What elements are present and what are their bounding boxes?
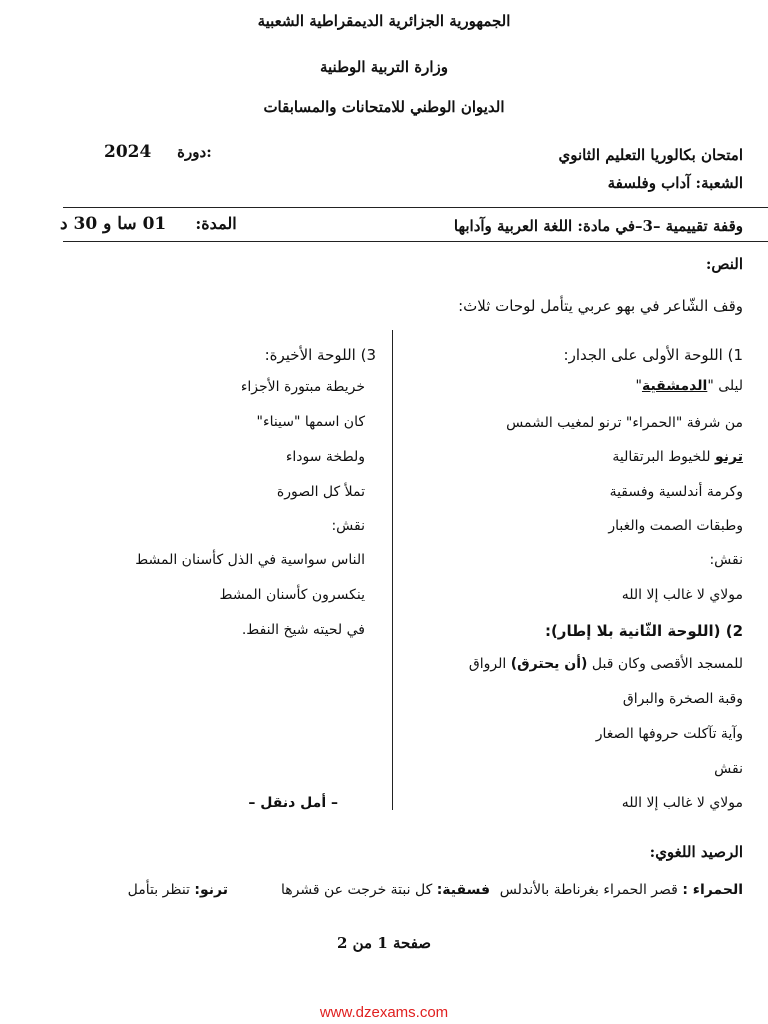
- panel-1-line-4: وكرمة أندلسية وفسقية: [609, 484, 743, 500]
- column-divider: [392, 330, 393, 810]
- glossary-heading: الرصيد اللغوي:: [649, 843, 743, 861]
- panel-1-line-7: مولاي لا غالب إلا الله: [621, 587, 743, 603]
- footer: [0, 1002, 768, 1021]
- text-intro: وقف الشّاعر في بهو عربي يتأمل لوحات ثلاث:: [458, 297, 743, 315]
- panel-3-line-2: كان اسمها "سيناء": [256, 414, 365, 430]
- panel-1-line-5: وطبقات الصمت والغبار: [608, 518, 743, 534]
- panel-1-line-3: [612, 449, 743, 465]
- panel-3-line-1: خريطة مبتورة الأجزاء: [240, 379, 365, 395]
- glossary-fasqia: [281, 882, 490, 898]
- glossary-term: الحمراء :: [682, 882, 743, 898]
- highlight-word: ترنو: [715, 449, 743, 465]
- quote-open: ليلى ": [707, 378, 743, 394]
- poet-name: – أمل دنقل –: [248, 795, 338, 811]
- panel-1-title: 1) اللوحة الأولى على الجدار:: [563, 346, 743, 364]
- glossary-definition: قصر الحمراء بغرناطة بالأندلس: [499, 882, 683, 898]
- quote-close: ": [635, 378, 642, 394]
- ministry-title: وزارة التربية الوطنية: [319, 58, 448, 76]
- glossary-term: ترنو:: [194, 882, 228, 898]
- exam-title: امتحان بكالوريا التعليم الثانوي: [558, 146, 743, 164]
- panel-3-line-4: تملأ كل الصورة: [276, 484, 365, 500]
- highlight-phrase: (أن يحترق): [510, 656, 588, 672]
- panel-3-line-3: ولطخة سوداء: [285, 449, 365, 465]
- panel-3-line-6: الناس سواسية في الذل كأسنان المشط: [135, 552, 365, 568]
- glossary-tarnu: [128, 882, 228, 898]
- panel-3-line-8: في لحيته شيخ النفط.: [241, 622, 365, 638]
- panel-3-line-5: نقش:: [331, 518, 365, 534]
- panel-2-line-4: نقش: [714, 761, 743, 777]
- highlight-word: الدمشقية: [641, 378, 708, 394]
- exam-stream: الشعبة: آداب وفلسفة: [607, 174, 743, 192]
- glossary-term: فسقية:: [436, 882, 490, 898]
- text-heading: النص:: [705, 255, 743, 273]
- exam-duration: [60, 214, 237, 234]
- glossary-definition: كل نبتة خرجت عن قشرها: [280, 882, 437, 898]
- page-number: صفحة 1 من 2: [336, 934, 432, 952]
- session: [104, 142, 212, 162]
- duration-value: 01 سا و 30 د: [60, 214, 167, 234]
- glossary-hamra: [500, 882, 743, 898]
- session-label: دورة:: [177, 143, 212, 161]
- line-part-a: للمسجد الأقصى وكان قبل: [587, 656, 743, 672]
- subject-divider: [63, 241, 768, 242]
- footer-link[interactable]: www.dzexams.com: [319, 1004, 449, 1021]
- republic-title: الجمهورية الجزائرية الديمقراطية الشعبية: [257, 12, 511, 30]
- panel-1-line-1: [636, 378, 743, 394]
- exam-subject: وقفة تقييمية –3–في مادة: اللغة العربية وآدابها: [453, 217, 743, 235]
- panel-3-line-7: ينكسرون كأسنان المشط: [219, 587, 365, 603]
- panel-2-line-1: [469, 656, 743, 672]
- line-part-c: الرواق: [468, 656, 511, 672]
- panel-2-line-3: وآية تآكلت حروفها الصغار: [595, 726, 743, 742]
- office-title: الديوان الوطني للامتحانات والمسابقات: [263, 98, 505, 116]
- panel-2-line-5: مولاي لا غالب إلا الله: [621, 795, 743, 811]
- panel-2-line-2: وقبة الصخرة والبراق: [622, 691, 743, 707]
- glossary-definition: تنظر بتأمل: [127, 882, 195, 898]
- line-rest: للخيوط البرتقالية: [612, 449, 715, 465]
- session-year: 2024: [104, 142, 152, 162]
- duration-label: المدة:: [195, 214, 237, 233]
- header-divider: [63, 207, 768, 208]
- panel-2-title: 2) (اللوحة الثّانية بلا إطار):: [544, 622, 743, 640]
- panel-1-line-2: من شرفة "الحمراء" ترنو لمغيب الشمس: [506, 415, 743, 431]
- panel-1-line-6: نقش:: [709, 552, 743, 568]
- panel-3-title: 3) اللوحة الأخيرة:: [264, 346, 376, 364]
